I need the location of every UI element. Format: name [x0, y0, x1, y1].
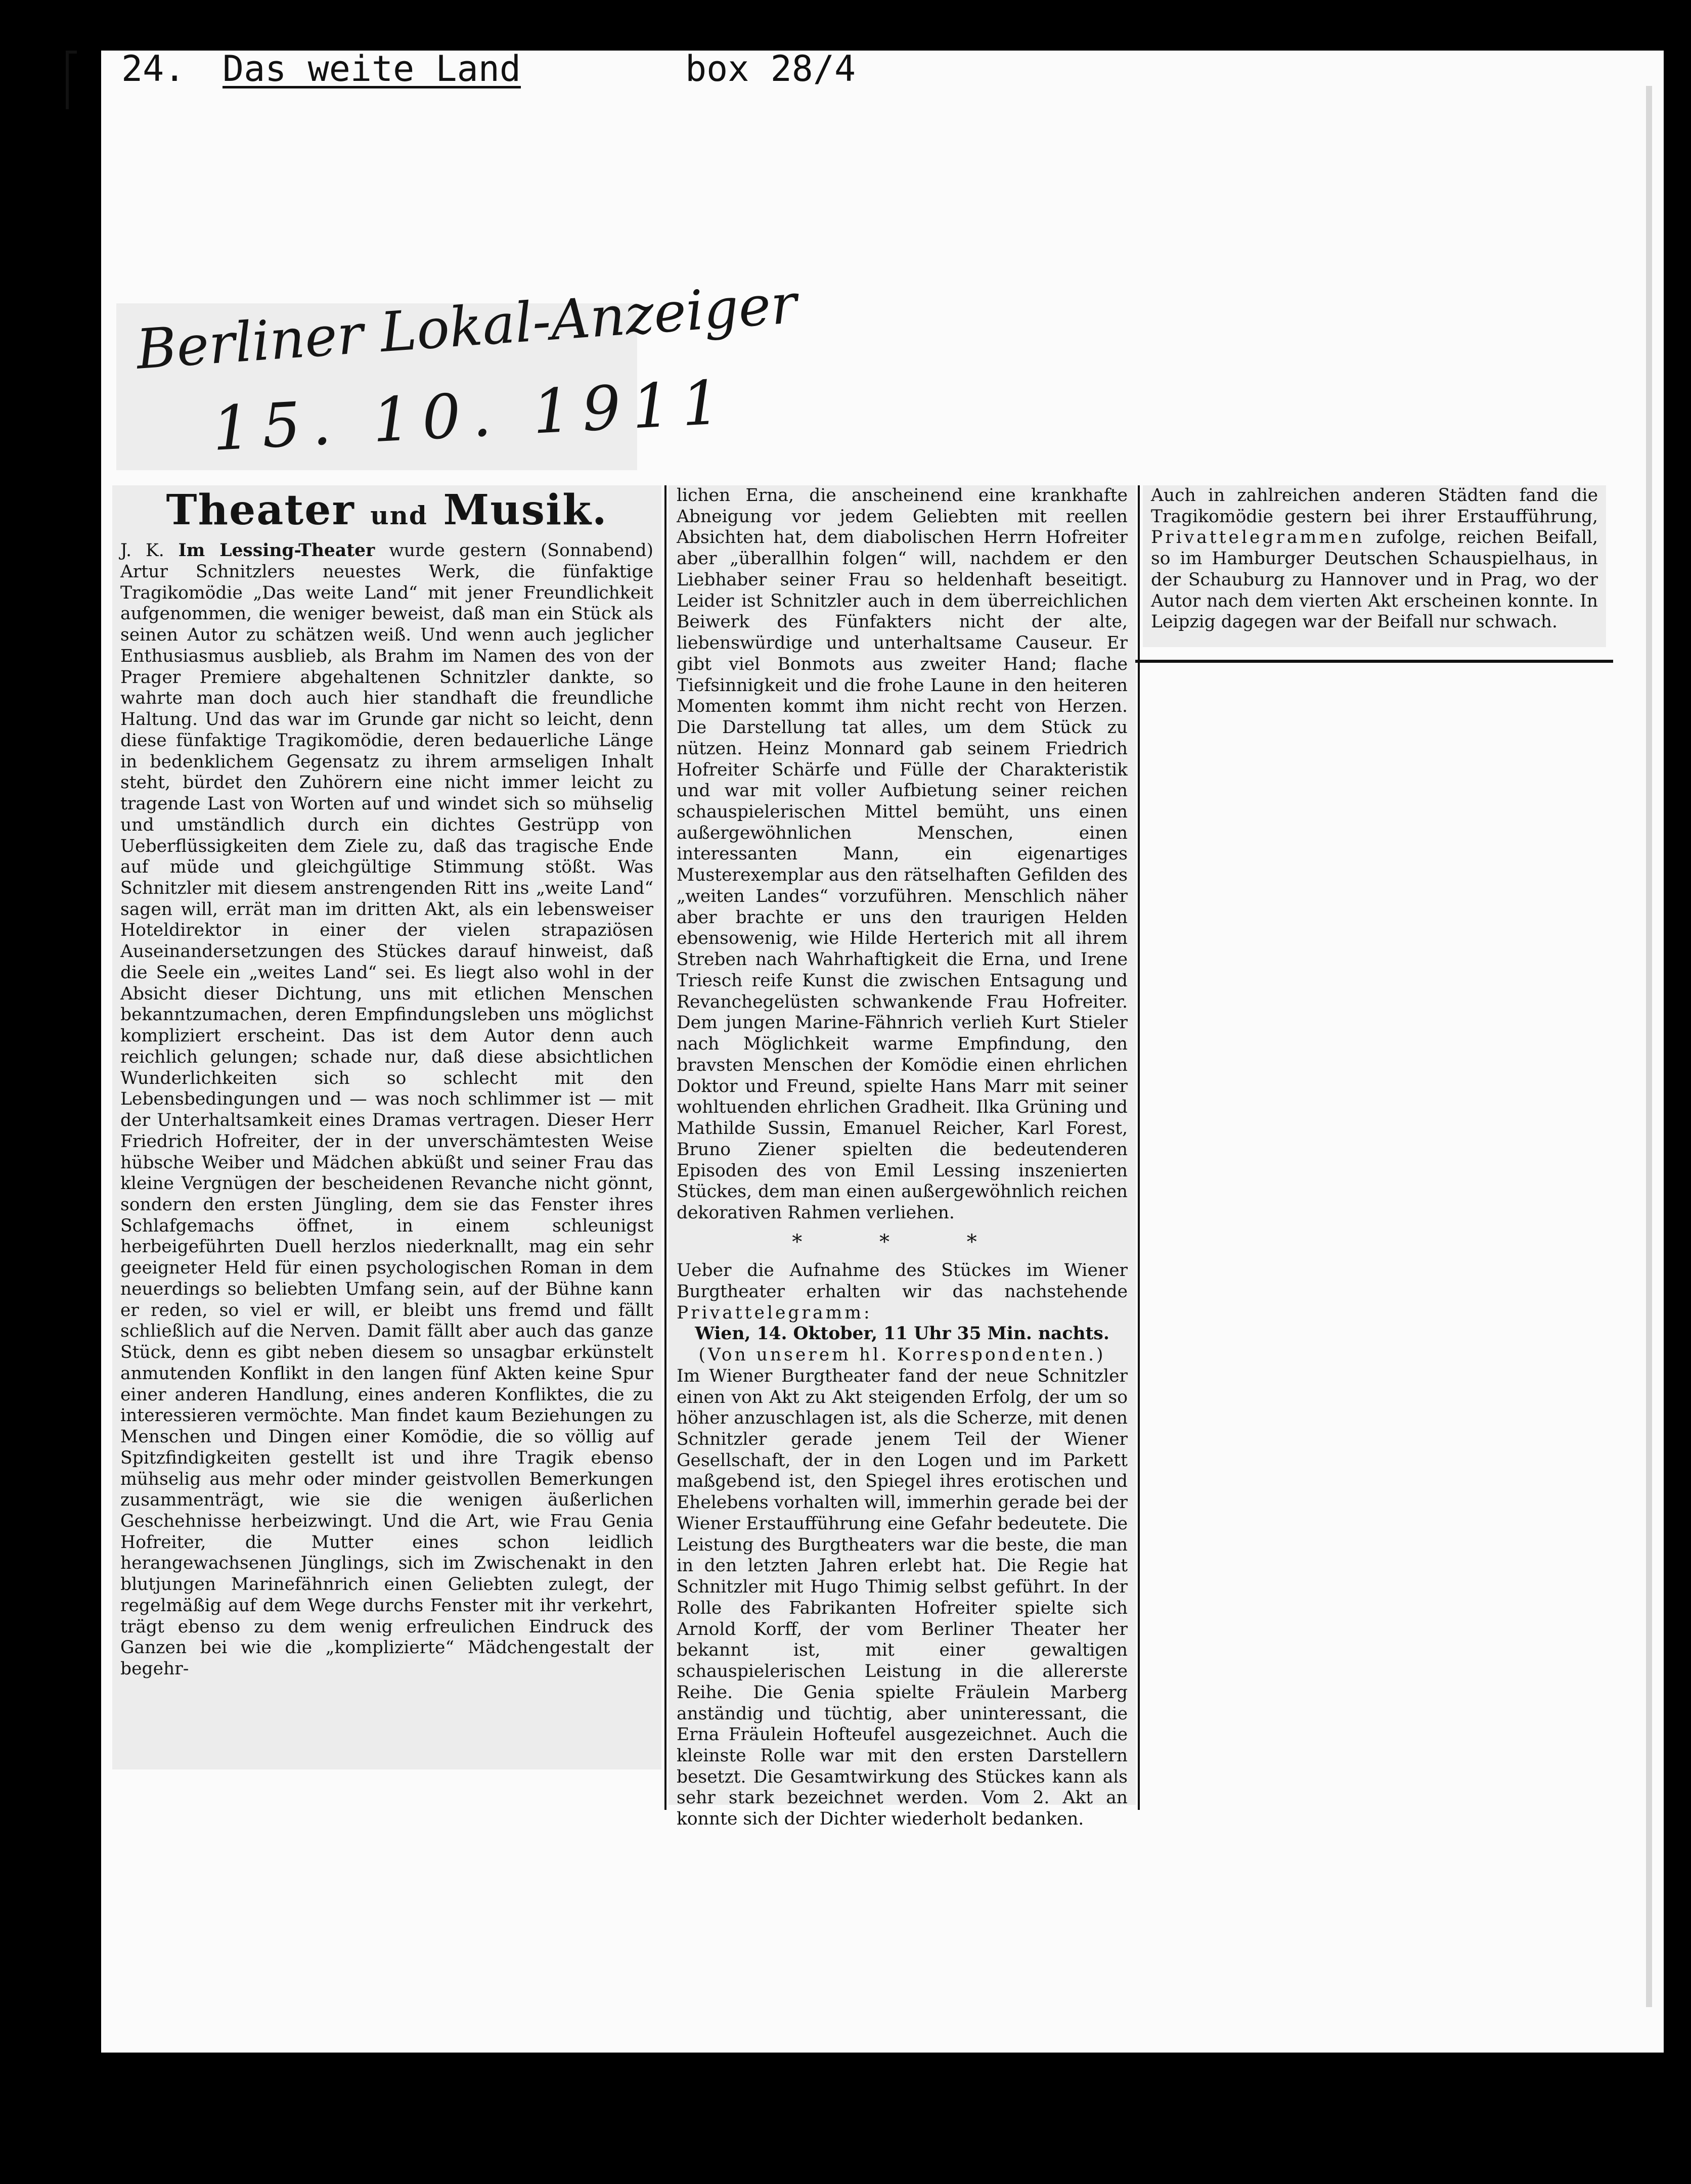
column-divider: [664, 485, 666, 1810]
article-column-2: [669, 485, 1136, 1830]
column-3-text: Auch in zahlreichen anderen Städten fand die Tragikomödie gestern bei ihrer Erstaufführung, Privattelegrammen zufolge, reichen Beifall, so im Hamburger Deutschen Schauspielhaus, in der Schauburg zu Hannover und in Prag, wo der Autor nach dem vierten Akt erscheinen konnte. In Leipzig dagegen war der Beifall nur schwach.: [1151, 485, 1598, 632]
telegram-text: Im Wiener Burgtheater fand der neue Schnitzler einen von Akt zu Akt steigenden Erfolg, der um so höher anzuschlagen ist, als die Scherze, mit denen Schnitzler gerade jenem Teil der Wiener Gesellschaft, der in den Logen und im Parkett maßgebend ist, den Spiegel ihres erotischen und Ehelebens vorhalten will, immerhin gerade bei der Wiener Erstaufführung eine Gefahr bedeutete. Die Leistung des Burgtheaters war die beste, die man in den letzten Jahren erlebt hat. Die Regie hat Schnitzler mit Hugo Thimig selbst geführt. In der Rolle des Fabrikanten Hofreiter spielte sich Arnold Korff, der vom Berliner Theater her bekannt ist, mit einer gewaltigen schauspielerischen Leistung in die allererste Reihe. Die Genia spielte Fräulein Marberg anständig und tüchtig, aber uninteressant, die Erna Fräulein Hofteufel ausgezeichnet. Auch die kleinste Rolle war mit den ersten Darstellern besetzt. Die Gesamtwirkung des Stückes kann als sehr stark bezeichnet werden. Vom 2. Akt an konnte sich der Dichter wiederholt bedanken.: [677, 1366, 1128, 1830]
page-edge: [1646, 86, 1652, 2007]
dateline: Wien, 14. Oktober, 11 Uhr 35 Min. nachts.: [695, 1324, 1109, 1344]
article-column-3: [1143, 485, 1606, 647]
note-date: 15. 10. 1911: [210, 367, 733, 465]
article-heading: Theater und Musik.: [166, 486, 608, 534]
venue-name: Im Lessing-Theater: [178, 540, 375, 561]
section-separator: * * *: [792, 1230, 1012, 1254]
note-source: Berliner Lokal-Anzeiger: [134, 272, 799, 382]
corner-bracket: [66, 51, 77, 109]
dateline-sub: (Von unserem hl. Korrespondenten.): [698, 1345, 1106, 1366]
header-box: box 28/4: [685, 48, 856, 89]
column-3-rule: [1135, 660, 1613, 663]
archive-header: [0, 0, 856, 96]
header-number: 24.: [121, 48, 186, 89]
column-1-text: J. K. Im Lessing-Theater wurde gestern (Sonnabend) Artur Schnitzlers neuestes Werk, die fünfaktige Tragikomödie „Das weite Land“ mit jener Freundlichkeit aufgenommen, die weniger beweist, daß man ein Stück als seinen Autor zu schätzen weiß. Und wenn auch jeglicher Enthusiasmus ausblieb, als Brahm im Namen des von der Prager Premiere abgehaltenen Schnitzler dankte, so wahrte man doch auch hier standhaft die freundliche Haltung. Und das war im Grunde gar nicht so leicht, denn diese fünfaktige Tragikomödie, deren bedauerliche Länge in bedenklichem Gegensatz zu ihrem armseligen Inhalt steht, bürdet den Zuhörern eine nicht immer leicht zu tragende Last von Worten auf und windet sich so mühselig und umständlich durch ein dichtes Gestrüpp von Ueberflüssigkeiten dem Ziele zu, daß das tragische Ende auf müde und gleichgültige Stimmung stößt. Was Schnitzler mit diesem anstrengenden Ritt ins „weite Land“ sagen will, errät man im dritten Akt, als ein lebensweiser Hoteldirektor in einer der vielen strapaziösen Auseinandersetzungen des Stückes darauf hinweist, daß die Seele ein „weites Land“ sei. Es liegt also wohl in der Absicht dieser Dichtung, uns mit etlichen Menschen bekanntzumachen, deren Empfindungsleben uns möglichst kompliziert erscheint. Das ist dem Autor denn auch reichlich gelungen; schade nur, daß diese absichtlichen Wunderlichkeiten sich so schlecht mit den Lebensbedingungen und — was noch schlimmer ist — mit der Unterhaltsamkeit eines Dramas vertragen. Dieser Herr Friedrich Hofreiter, der in der unverschämtesten Weise hübsche Weiber und Mädchen abküßt und seiner Frau das kleine Vergnügen der bescheidenen Revanche nicht gönnt, sondern den ersten Jüngling, dem sie das Fenster ihres Schlafgemachs öffnet, in einem schleunigst herbeigeführten Duell herzlos niederknallt, mag ein sehr geeigneter Held für einen psychologischen Roman in dem neuerdings so beliebten Umfang sein, auf der Bühne kann er reden, so viel er will, er bleibt uns fremd und fällt schließlich auf die Nerven. Damit fällt aber auch das ganze Stück, denn es gibt neben diesem so unsagbar erkünstelt anmutenden Konflikt in den langen fünf Akten keine Spur einer anderen Handlung, eines anderen Konfliktes, die zu interessieren vermöchte. Man findet kaum Beziehungen zu Menschen und Dingen einer Komödie, die so völlig auf Spitzfindigkeiten gestellt ist und ihre Tragik ebenso mühselig aus mehr oder minder geistvollen Bemerkungen zusammenträgt, wie sie die wenigen äußerlichen Geschehnisse herbeizwingt. Und die Art, wie Frau Genia Hofreiter, die Mutter eines schon leidlich herangewachsenen Jünglings, sich im Zwischenakt in den blutjungen Marinefähnrich einen Geliebten zulegt, der regelmäßig auf dem Wege durchs Fenster mit ihr verkehrt, trägt ebenso zu dem wenig erfreulichen Eindruck des Ganzen bei wie die „komplizierte“ Mädchengestalt der begehr-: [120, 540, 654, 1679]
article-column-1: [112, 485, 661, 1769]
column-2-text: lichen Erna, die anscheinend eine krankhafte Abneigung vor jedem Geliebten mit reellen Absichten hat, dem diabolischen Herrn Hofreiter aber „überallhin folgen“ will, nachdem er den Liebhaber seiner Frau so heldenhaft beseitigt. Leider ist Schnitzler auch in dem überreichlichen Beiwerk des Fünfakters nicht der alte, liebenswürdige und unterhaltsame Causeur. Er gibt viel Bonmots aus zweiter Hand; flache Tiefsinnigkeit und die frohe Laune in den heiteren Momenten kommt ihm nicht recht von Herzen. Die Darstellung tat alles, um dem Stück zu nützen. Heinz Monnard gab seinem Friedrich Hofreiter Schärfe und Fülle der Charakteristik und war mit voller Aufbietung seiner reichen schauspielerischen Mittel bemüht, uns einen außergewöhnlichen Menschen, einen interessanten Mann, ein eigenartiges Musterexemplar aus den rätselhaften Gefilden des „weiten Landes“ vorzuführen. Menschlich näher aber brachte er uns den traurigen Helden ebensowenig, wie Hilde Herterich mit all ihrem Streben nach Wahrhaftigkeit die Erna, und Irene Triesch reife Kunst die zwischen Entsagung und Revanchegelüsten schwankende Frau Hofreiter. Dem jungen Marine-Fähnrich verlieh Kurt Stieler nach Möglichkeit warme Empfindung, den bravsten Menschen der Komödie einen ehrlichen Doktor und Freund, spielte Hans Marr mit seiner wohltuenden ehrlichen Gradheit. Ilka Grüning und Mathilde Sussin, Emanuel Reicher, Karl Forest, Bruno Ziener spielten die bedeutenderen Episoden des von Emil Lessing inszenierten Stückes, dem man einen außergewöhnlich reichen dekorativen Rahmen verliehen.: [677, 485, 1128, 1223]
column-divider-2: [1138, 485, 1140, 1810]
header-title: Das weite Land: [223, 48, 521, 89]
telegram-intro: Ueber die Aufnahme des Stückes im Wiener Burgtheater erhalten wir das nachstehende Privattelegramm:: [677, 1260, 1128, 1323]
